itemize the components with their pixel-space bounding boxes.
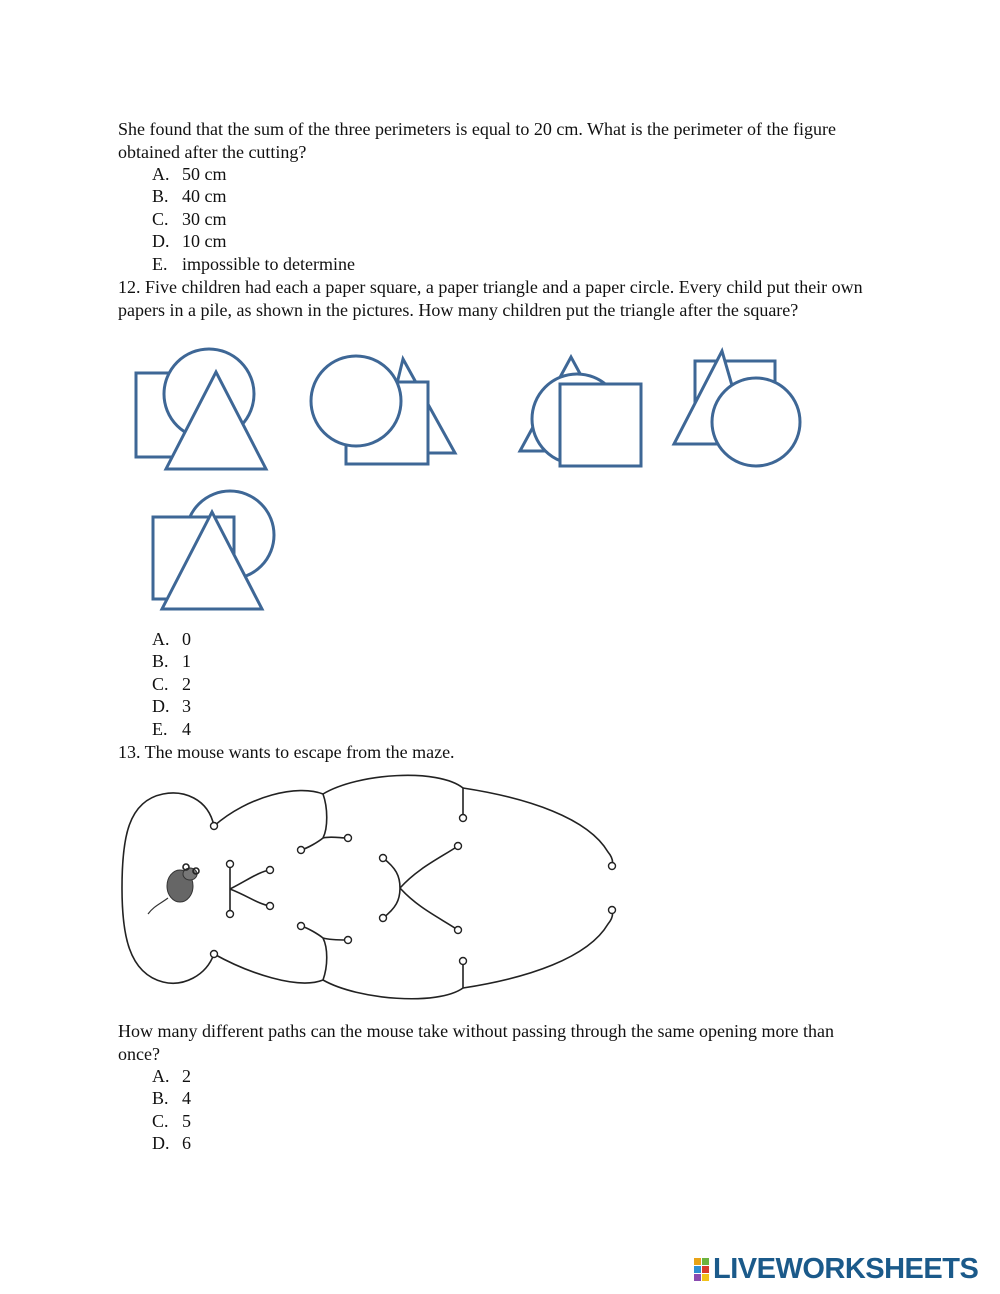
q12-options <box>152 628 191 740</box>
q13-question: How many different paths can the mouse take without passing through the same opening more than once? <box>118 1021 835 1064</box>
pile-1 <box>136 349 266 469</box>
q11-option-b[interactable]: B. 40 cm <box>152 186 227 207</box>
q11-options <box>152 163 355 275</box>
q12-option-c[interactable]: C. 2 <box>152 673 191 694</box>
q11-option-c[interactable]: C. 30 cm <box>152 208 227 229</box>
liveworksheets-logo <box>694 1254 978 1284</box>
q13-option-b[interactable]: B. 4 <box>152 1088 191 1109</box>
pile-4 <box>674 351 800 466</box>
q12-option-d[interactable]: D. 3 <box>152 696 191 717</box>
maze-figure <box>118 768 618 1008</box>
q13-option-a[interactable]: A. 2 <box>152 1066 191 1086</box>
pile-3 <box>520 357 641 466</box>
q13-option-c[interactable]: C. 5 <box>152 1110 191 1131</box>
shape-piles-figure <box>120 345 820 620</box>
pile-5 <box>153 491 274 609</box>
mouse-icon <box>148 864 199 914</box>
q11-option-a[interactable]: A. 50 cm <box>152 164 227 184</box>
pile-2 <box>311 356 455 464</box>
q13-options <box>152 1065 191 1155</box>
q13-option-d[interactable]: D. 6 <box>152 1133 191 1154</box>
logo-icon <box>694 1258 709 1281</box>
q11-text: She found that the sum of the three perimeters is equal to 20 cm. What is the perimeter of the figure obtained after the cutting? <box>118 119 836 162</box>
q12-option-a[interactable]: A. 0 <box>152 629 191 649</box>
q11-option-e[interactable]: E. impossible to determine <box>152 253 355 274</box>
q12-text: 12. Five children had each a paper square, a paper triangle and a paper circle. Every child put their own papers in a pile, as shown in the pictures. How many children put the triangle after the square? <box>118 277 863 320</box>
q11-option-d[interactable]: D. 10 cm <box>152 231 227 252</box>
q12-option-e[interactable]: E. 4 <box>152 718 191 739</box>
q13-text: 13. The mouse wants to escape from the maze. <box>118 742 455 762</box>
logo-text: LIVEWORKSHEETS <box>713 1253 979 1285</box>
q12-option-b[interactable]: B. 1 <box>152 651 191 672</box>
